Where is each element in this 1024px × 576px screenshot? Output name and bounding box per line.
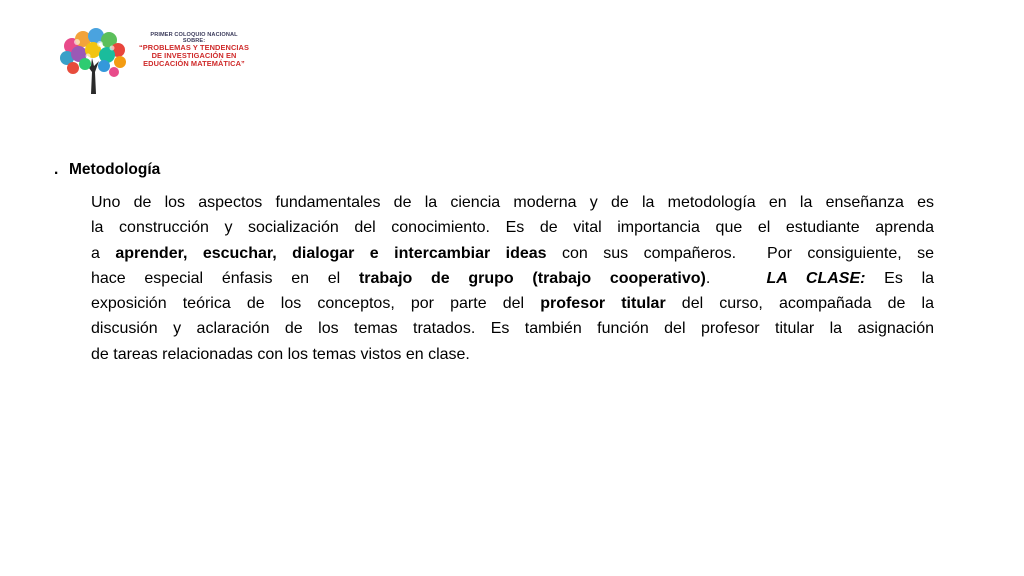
logo-line: EDUCACIÓN MATEMÁTICA” [143, 58, 245, 68]
tree-logo-icon [58, 28, 130, 94]
paragraph-line [91, 291, 934, 316]
text-run: Uno de los aspectos fundamentales de la ciencia moderna y de la metodología en la enseñanza es [91, 194, 934, 211]
text-run: Es la [865, 269, 935, 287]
bold-phrase: trabajo de grupo (trabajo cooperativo) [358, 269, 706, 287]
bold-italic-phrase: LA CLASE: [766, 269, 866, 287]
colloquium-logo [58, 28, 268, 94]
logo-line: “PROBLEMAS Y TENDENCIAS [138, 43, 250, 53]
paragraph-line [91, 342, 934, 367]
text-run: hace especial énfasis en el [91, 269, 359, 287]
text-run: . [705, 269, 767, 287]
paragraph-line [91, 316, 934, 341]
text-run: a [91, 244, 116, 262]
logo-line: DE INVESTIGACIÓN EN [151, 50, 237, 60]
bullet-marker: . [54, 161, 59, 178]
text-run: la construcción y socialización del conocimiento. Es de vital importancia que el estudiante aprenda [91, 219, 934, 237]
paragraph-line [91, 215, 934, 240]
bold-phrase: profesor titular [540, 295, 666, 313]
logo-line: SOBRE: [182, 37, 206, 44]
paragraph-line [91, 266, 934, 291]
logo-line: PRIMER COLOQUIO NACIONAL [150, 32, 238, 38]
section-title: Metodología [69, 161, 161, 178]
text-run: discusión y aclaración de los temas tratados. Es también función del profesor titular la asignación [91, 320, 934, 338]
text-run: con sus compañeros. Por consiguiente, se [546, 244, 935, 262]
text-run: de tareas relacionadas con los temas vistos en clase. [91, 345, 470, 363]
section-heading [54, 161, 160, 179]
text-run: exposición teórica de los conceptos, por parte del [91, 295, 541, 313]
logo-text [124, 33, 264, 67]
paragraph-line [91, 190, 934, 215]
methodology-paragraph [91, 190, 934, 367]
bold-phrase: aprender, escuchar, dialogar e intercambiar ideas [115, 244, 547, 262]
text-run: del curso, acompañada de la [665, 295, 934, 313]
paragraph-line [91, 241, 934, 266]
